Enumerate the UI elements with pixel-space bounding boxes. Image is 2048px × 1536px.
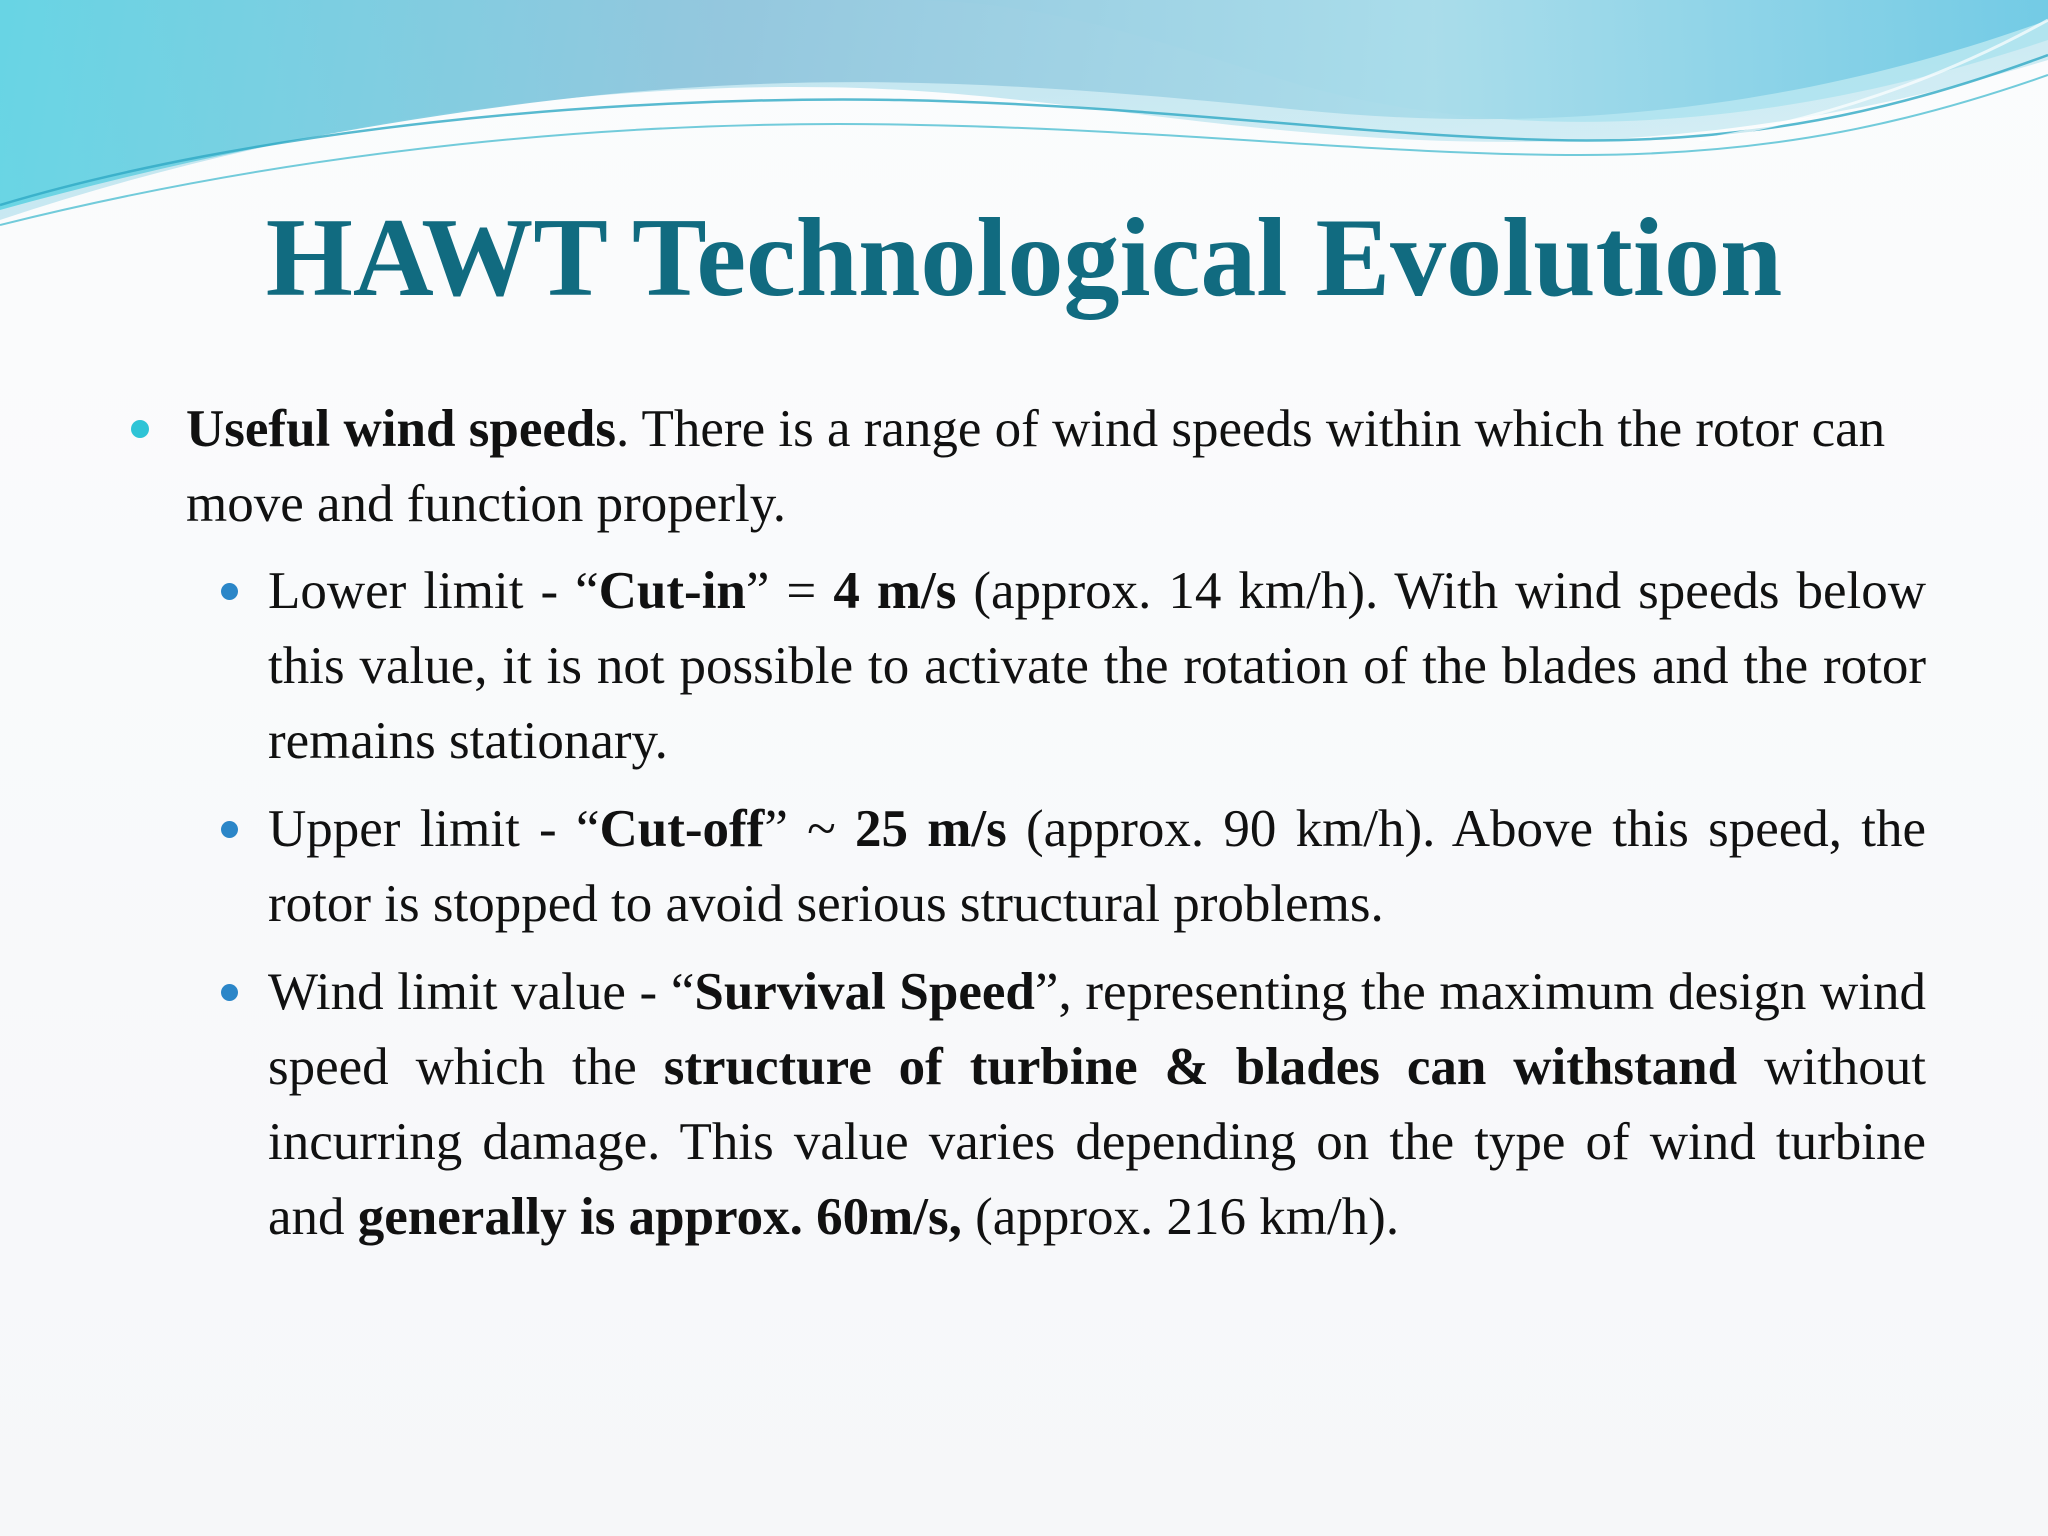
bullet-useful-wind-speeds: [186, 392, 1926, 542]
text-part: (approx. 90 km/h). Above this speed, the rotor is stopped to avoid serious structural problems.: [268, 800, 1927, 933]
bullet-dot-icon: [221, 583, 238, 600]
bullet-text: [186, 392, 1926, 542]
bold-term: Cut-off: [599, 800, 765, 858]
bold-value: generally is approx. 60m/s,: [357, 1188, 962, 1246]
bullet-dot-icon: [221, 821, 238, 838]
sub-bullet-upper-limit: [268, 792, 1926, 942]
sub-bullet-text: [268, 955, 1926, 1255]
text-part: without incurring damage. This value varies depending on the type of wind turbine and: [268, 1038, 1927, 1246]
text-part: Wind limit value - “: [268, 963, 695, 1021]
text-part: ”, representing the maximum design wind speed which the: [268, 963, 1926, 1096]
text-part: Upper limit - “: [268, 800, 600, 858]
bold-value: 4 m/s: [833, 562, 957, 620]
bullet-rest-text: . There is a range of wind speeds within which the rotor can move and function properly.: [186, 400, 1886, 533]
bullet-dot-icon: [131, 420, 149, 438]
bold-phrase: structure of turbine & blades can withstand: [663, 1038, 1738, 1096]
slide-title: HAWT Technological Evolution: [265, 196, 1783, 320]
bullet-dot-icon: [221, 984, 238, 1001]
text-part: (approx. 14 km/h). With wind speeds below this value, it is not possible to activate the rotation of the blades and the rotor remains stationary.: [268, 562, 1927, 770]
slide-body: [186, 392, 1926, 1268]
sub-bullet-text: [268, 792, 1926, 942]
bold-term: Survival Speed: [694, 963, 1035, 1021]
sub-bullet-lower-limit: [268, 554, 1926, 779]
text-part: Lower limit - “: [268, 562, 599, 620]
text-part: ” =: [745, 562, 834, 620]
sub-bullet-survival-speed: [268, 955, 1926, 1255]
text-part: ” ~: [764, 800, 856, 858]
text-part: (approx. 216 km/h).: [961, 1188, 1400, 1246]
bold-value: 25 m/s: [855, 800, 1007, 858]
bold-lead: Useful wind speeds: [186, 400, 616, 458]
sub-bullet-text: [268, 554, 1926, 779]
bold-term: Cut-in: [598, 562, 746, 620]
